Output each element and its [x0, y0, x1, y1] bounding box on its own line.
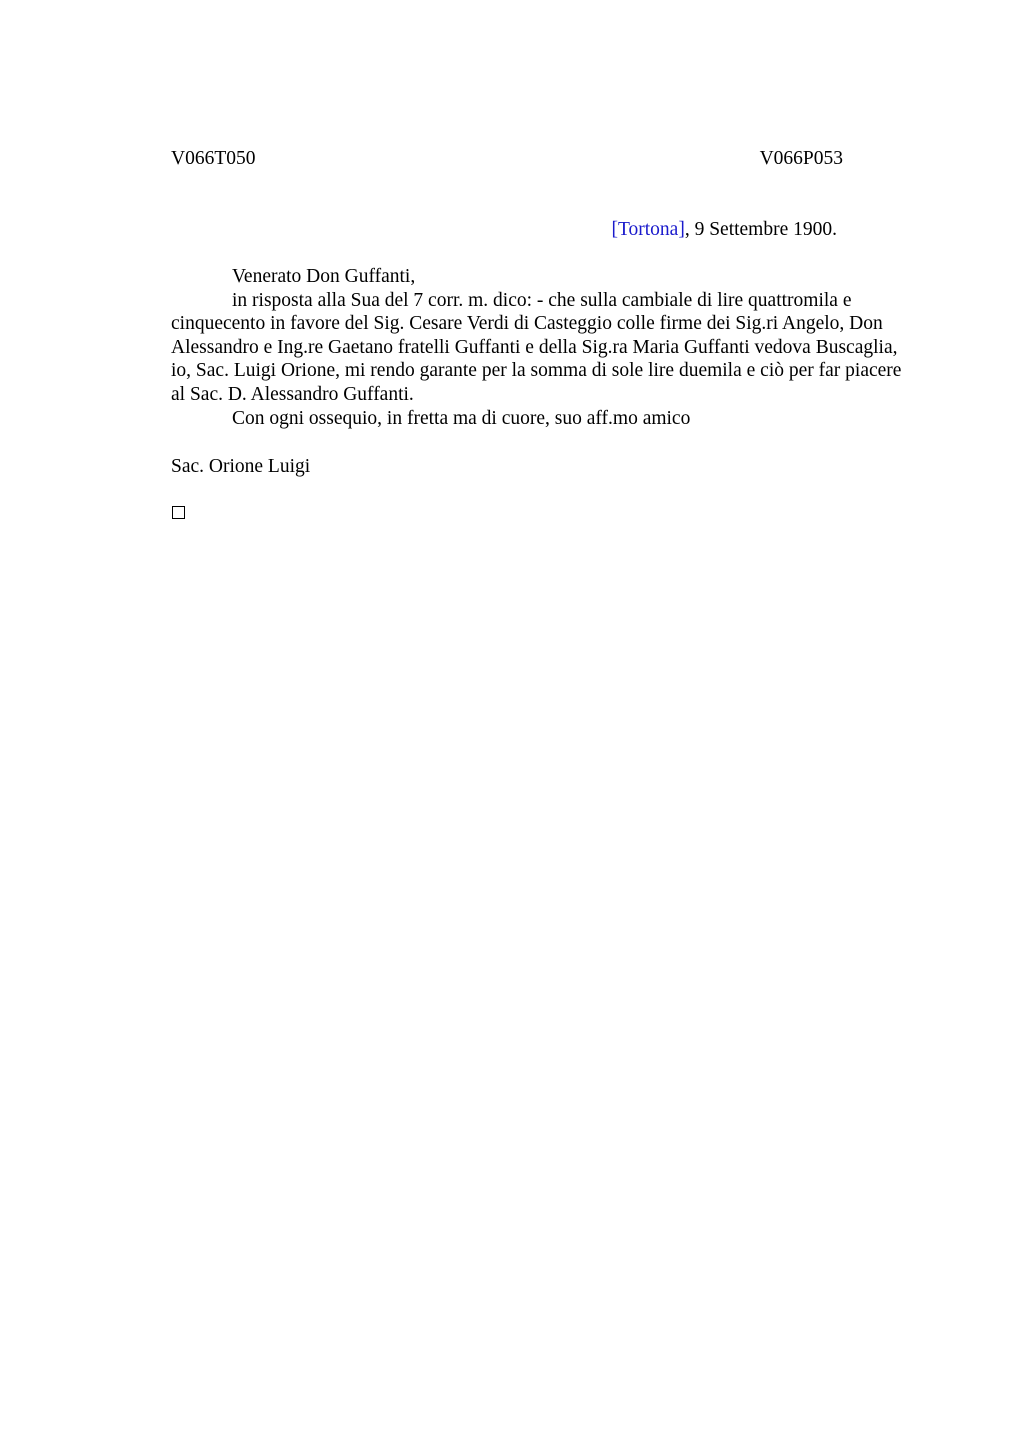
document-code-left: V066T050	[171, 148, 256, 169]
empty-square-icon	[172, 506, 185, 519]
closing-line: Con ogni ossequio, in fretta ma di cuore, suo aff.mo amico	[232, 407, 691, 429]
letter-paragraph: in risposta alla Sua del 7 corr. m. dico: - che sulla cambiale di lire quattromila e cinquecento in favore del Sig. Cesare Verdi di Casteggio colle firme dei Sig.ri Angelo, Don Alessandro e Ing.re Gaetano fratelli Guffanti e della Sig.ra Maria Guffanti vedova Buscaglia, io, Sac. Luigi Orione, mi rendo garante per la somma di sole lire duemila e ciò per far piacere al Sac. D. Alessandro Guffanti.	[171, 289, 902, 405]
dateline-place: [Tortona]	[611, 219, 685, 240]
letter-body	[171, 265, 916, 430]
dateline-date: , 9 Settembre 1900.	[684, 219, 837, 240]
signature: Sac. Orione Luigi	[171, 456, 311, 477]
salutation: Venerato Don Guffanti,	[232, 266, 416, 287]
dateline	[611, 218, 837, 242]
document-code-right: V066P053	[759, 148, 843, 169]
